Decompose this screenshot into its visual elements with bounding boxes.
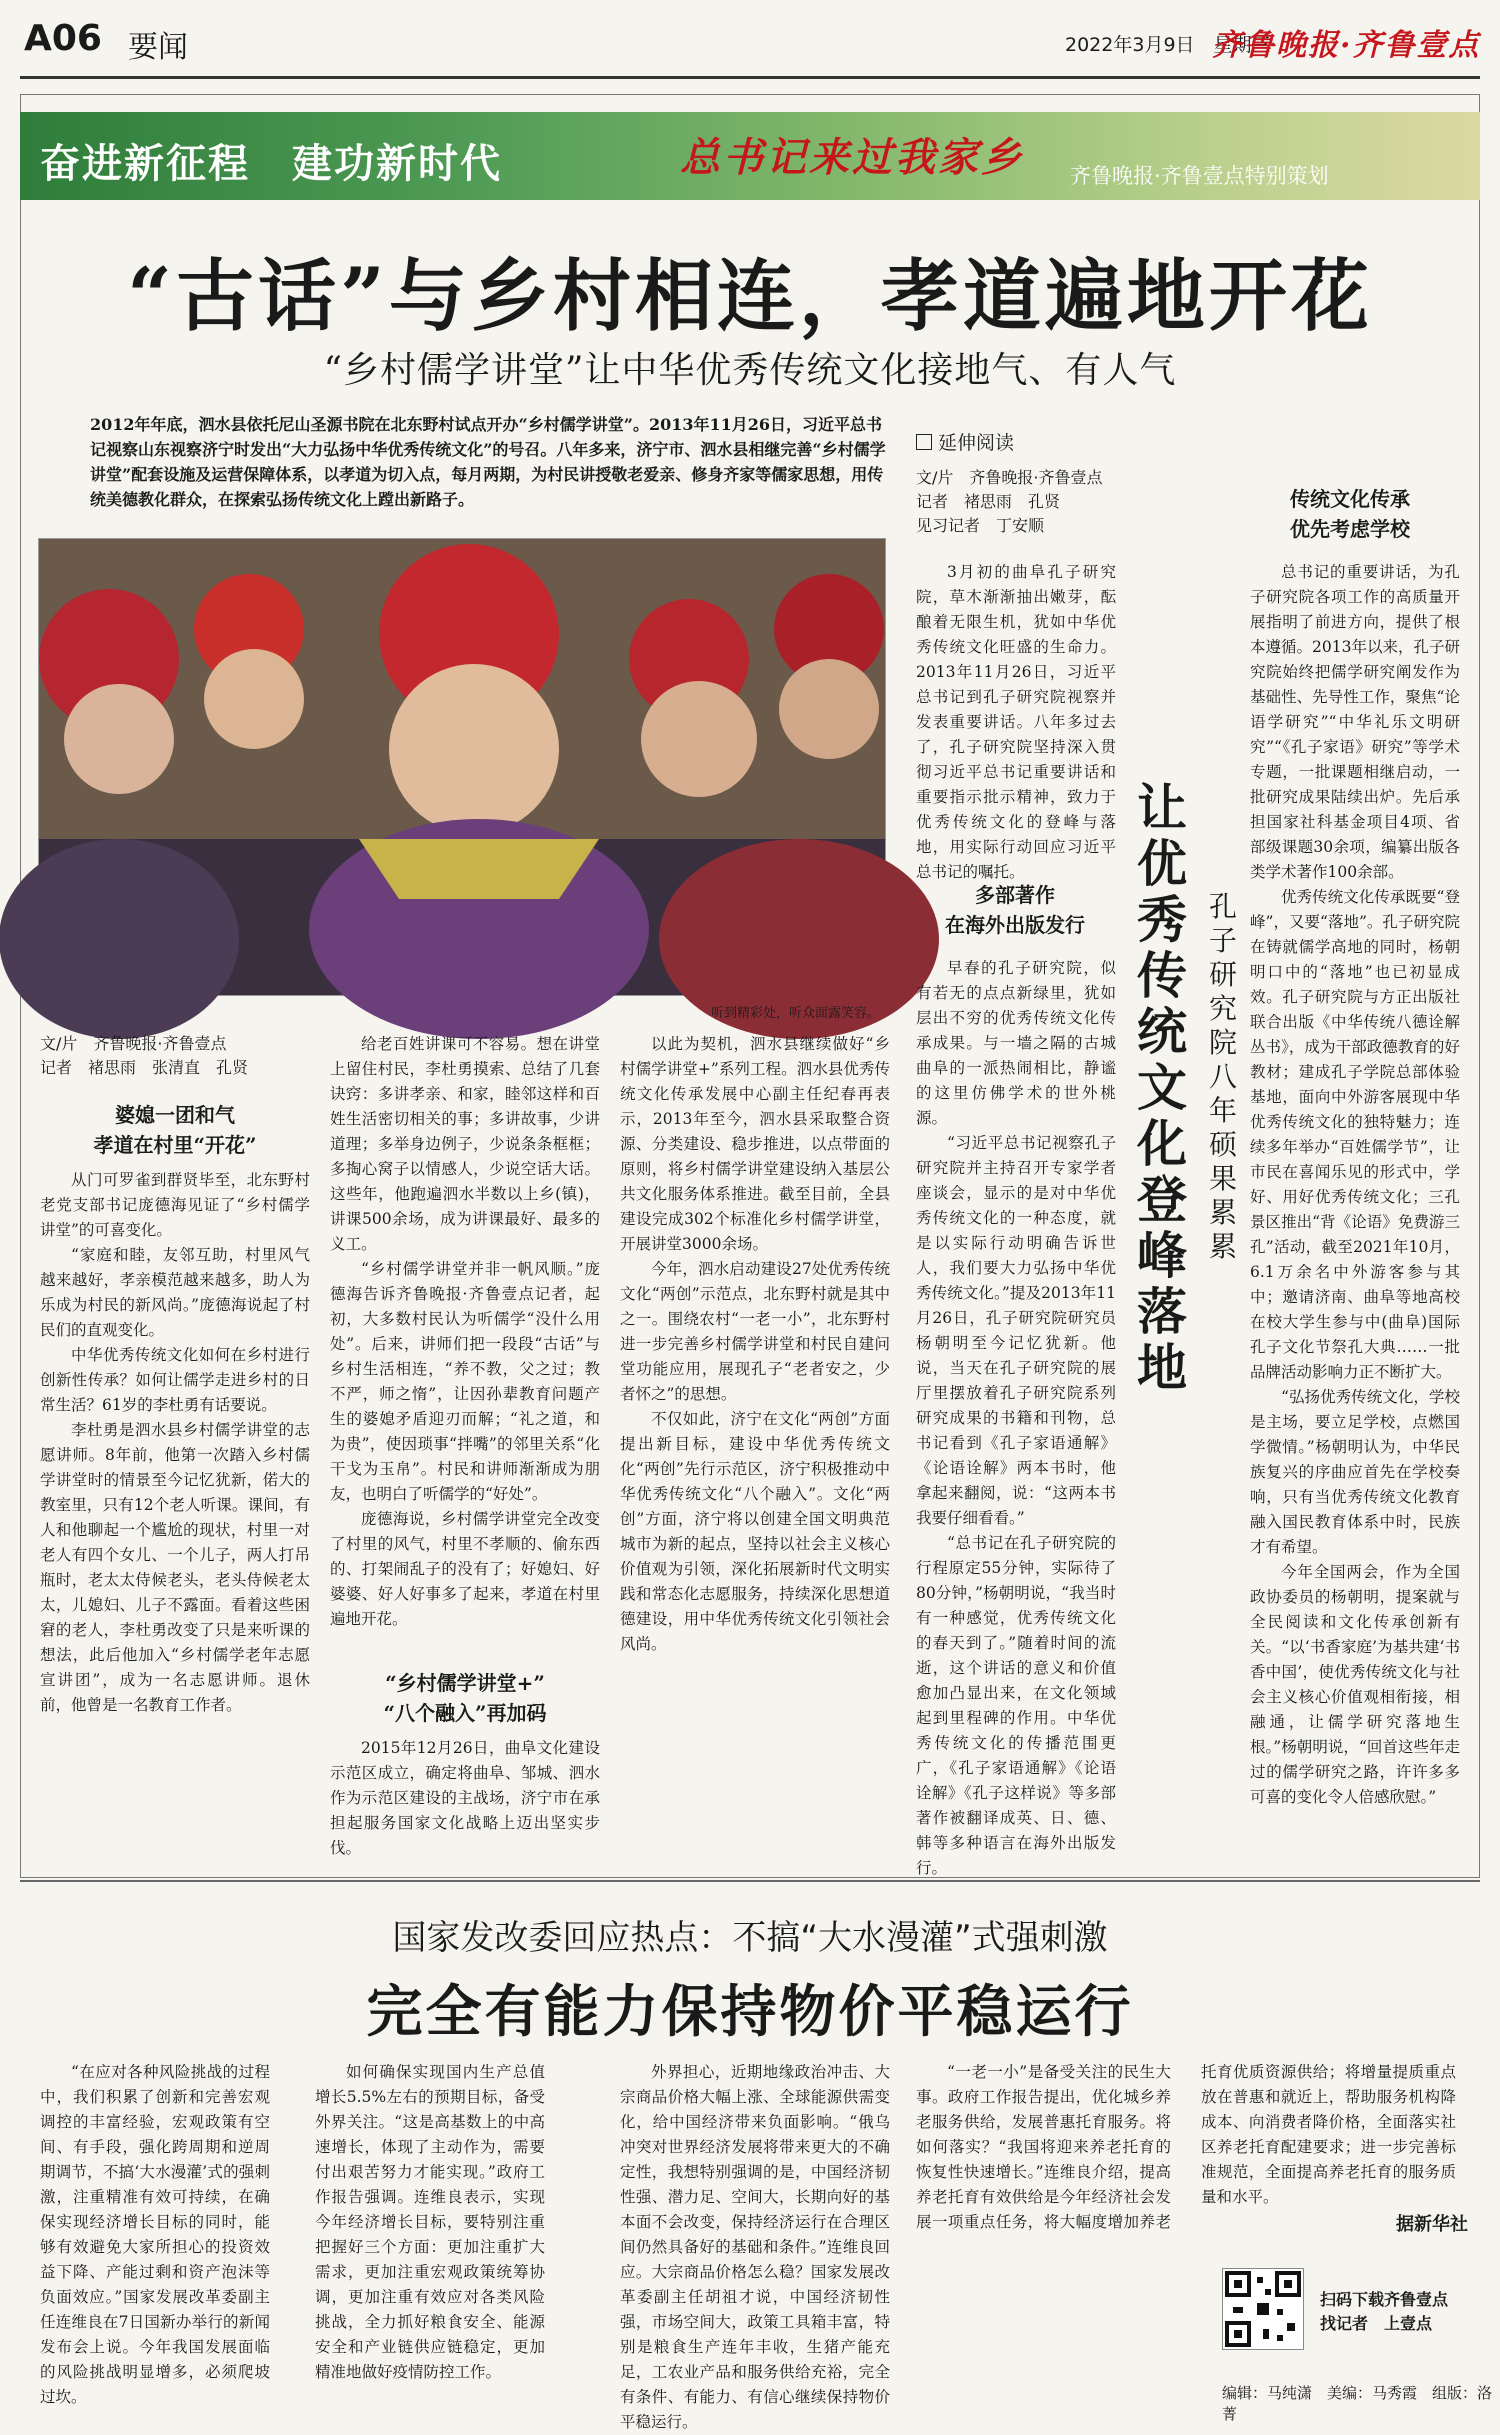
paragraph: 中华优秀传统文化如何在乡村进行创新性传承？如何让儒学走进乡村的日常生活？61岁的李杜勇有话要说。 xyxy=(40,1346,310,1414)
article-column-2 xyxy=(330,1032,600,1662)
banner-credit: 齐鲁晚报·齐鲁壹点特别策划 xyxy=(1070,164,1329,188)
paragraph: “在应对各种风险挑战的过程中，我们积累了创新和完善宏观调控的丰富经验，宏观政策有空间、有手段，强化跨周期和逆周期调节，不搞‘大水漫灌’式的强刺激，注重精准有效可持续，在确保实现经济增长目标的同时，能够有效避免大家所担心的投资效益下降、产能过剩和资产泡沫等负面效应。”国家发展改革委副主任连维良在7日国新办举行的新闻发布会上说。今年我国发展面临的风险挑战明显增多，必须爬坡过坎。 xyxy=(40,2063,270,2406)
sidebar-vertical-subheadline: 孔子研究院八年硕果累累 xyxy=(1208,890,1237,1263)
photo-caption: 听到精彩处，听众面露笑容。 xyxy=(710,1006,880,1021)
article-column-2-tail xyxy=(330,1736,600,1856)
paragraph: “家庭和睦，友邻互助，村里风气越来越好，孝亲模范越来越多，助人为乐成为村民的新风尚。”庞德海说起了村民们的直观变化。 xyxy=(40,1246,310,1339)
extended-reading-tag xyxy=(916,428,1014,455)
sub-headline: “乡村儒学讲堂”让中华优秀传统文化接地气、有人气 xyxy=(323,350,1177,391)
qr-caption-line: 找记者 上壹点 xyxy=(1320,2314,1433,2333)
paragraph: “弘扬优秀传统文化，学校是主场，要立足学校，点燃国学微情。”杨朝明认为，中华民族复兴的序曲应首先在学校奏响，只有当优秀传统文化教育融入国民教育体系中时，民族才有希望。 xyxy=(1250,1388,1460,1556)
sidebar-byline xyxy=(916,466,1146,538)
paragraph: 李杜勇是泗水县乡村儒学讲堂的志愿讲师。8年前，他第一次踏入乡村儒学讲堂时的情景至今记忆犹新，偌大的教室里，只有12个老人听课。课间，有人和他聊起一个尴尬的现状，村里一对老人有四个女儿、一个儿子，两人打吊瓶时，老太太侍候老头，老头侍候老太太，儿媳妇、儿子不露面。看着这些困窘的老人，李杜勇改变了只是来听课的想法，此后他加入“乡村儒学老年志愿宣讲团”，成为一名志愿讲师。退休前，他曾是一名教育工作者。 xyxy=(40,1421,310,1714)
sidebar-column-b xyxy=(1250,560,1460,1856)
paragraph: 不仅如此，济宁在文化“两创”方面提出新目标，建设中华优秀传统文化“两创”先行示范区，济宁积极推动中华优秀传统文化“八个融入”。文化“两创”方面，济宁将以创建全国文明典范城市为新的起点，坚持以社会主义核心价值观为引领，深化拓展新时代文明实践和常态化志愿服务，持续深化思想道德建设，用中华优秀传统文化引领社会风尚。 xyxy=(620,1410,890,1653)
news-source: 据新华社 xyxy=(1396,2214,1468,2235)
subtitle-line: “乡村儒学讲堂+” xyxy=(385,1671,545,1695)
byline-line: 记者 褚思雨 孔贤 xyxy=(916,492,1061,511)
subtitle-line: 传统文化传承 xyxy=(1290,487,1410,511)
paragraph: “一老一小”是备受关注的民生大事。政府工作报告提出，优化城乡养老服务供给，发展普惠托育服务。将如何落实？“我国将迎来养老托育的恢复性快速增长。”连维良介绍，提高养老托育有效供给是今年经济社会发展一项重点任务，将大幅度增加养老托育优质资源供给；将增量提质重点放在普惠和就近上，帮助服务机构降成本、向消费者降价格，全面落实社区养老托育配建要求；进一步完善标准规范，全面提高养老托育的服务质量和水平。 xyxy=(916,2063,1456,2231)
paragraph: 以此为契机，泗水县继续做好“乡村儒学讲堂+”系列工程。泗水县优秀传统文化传承发展中心副主任纪春再表示，2013年至今，泗水县采取整合资源、分类建设、稳步推进，以点带面的原则，将乡村儒学讲堂建设纳入基层公共文化服务体系推进。截至目前，全县建设完成302个标准化乡村儒学讲堂，开展讲堂3000余场。 xyxy=(620,1035,890,1253)
issue-date: 2022年3月9日 星期三 xyxy=(1065,34,1271,56)
lead-paragraph: 2012年年底，泗水县依托尼山圣源书院在北东野村试点开办“乡村儒学讲堂”。2013年11月26日，习近平总书记视察山东视察济宁时发出“大力弘扬中华优秀传统文化”的号召。八年多来，济宁市、泗水县相继完善“乡村儒学讲堂”配套设施及运营保障体系，以孝道为切入点，每月两期，为村民讲授敬老爱亲、修身齐家等儒家思想，用传统美德教化群众，在探索弘扬传统文化上蹚出新路子。 xyxy=(90,415,886,509)
subtitle-line: “八个融入”再加码 xyxy=(383,1701,547,1725)
article2-column-3 xyxy=(620,2060,890,2431)
qr-code[interactable] xyxy=(1222,2268,1304,2350)
paragraph: “总书记在孔子研究院的行程原定55分钟，实际待了80分钟，”杨朝明说，“我当时有一种感觉，优秀传统文化的春天到了。”随着时间的流逝，这个讲话的意义和价值愈加凸显出来，在文化领域起到里程碑的作用。中华优秀传统文化的传播范围更广，《孔子家语通解》《论语诠解》《孔子这样说》等多部著作被翻译成英、日、德、韩等多种语言在海外出版发行。 xyxy=(916,1534,1116,1877)
article2-kicker: 国家发改委回应热点：不搞“大水漫灌”式强刺激 xyxy=(392,1918,1108,1958)
byline-line: 记者 褚思雨 张清直 孔贤 xyxy=(40,1058,249,1077)
qr-caption xyxy=(1320,2288,1448,2336)
tag-label: 延伸阅读 xyxy=(938,432,1015,454)
paragraph: 给老百姓讲课可不容易。想在讲堂上留住村民，李杜勇摸索、总结了几套诀窍：多讲孝亲、和家，睦邻这样和百姓生活密切相关的事；多讲故事，少讲道理；多举身边例子，少说条条框框；多掏心窝子以情感人，少说空话大话。这些年，他跑遍泗水半数以上乡(镇)，讲课500余场，成为讲课最好、最多的义工。 xyxy=(330,1035,600,1253)
article2-column-2 xyxy=(315,2060,545,2400)
sidebar-vertical-headline: 让优秀传统文化登峰落地 xyxy=(1137,778,1187,1397)
paragraph: 外界担心，近期地缘政治冲击、大宗商品价格大幅上涨、全球能源供需变化，给中国经济带来负面影响。“俄乌冲突对世界经济发展将带来更大的不确定性，我想特别强调的是，中国经济韧性强、潜力足、空间大，长期向好的基本面不会改变，保持经济运行在合理区间仍然具备好的基础和条件。”连维良回应。大宗商品价格怎么稳？国家发展改革委副主任胡祖才说，中国经济韧性强，市场空间大，政策工具箱丰富，特别是粮食生产连年丰收，生猪产能充足，工农业产品和服务供给充裕，完全有条件、有能力、有信心继续保持物价平稳运行。 xyxy=(620,2063,890,2431)
banner-title: 总书记来过我家乡 xyxy=(680,134,1024,181)
paragraph: 如何确保实现国内生产总值增长5.5%左右的预期目标，备受外界关注。“这是高基数上的中高速增长，体现了主动作为，需要付出艰苦努力才能实现。”政府工作报告强调。连维良表示，实现今年经济增长目标，要特别注重把握好三个方面：更加注重扩大需求，更加注重宏观政策统筹协调，更加注重有效应对各类风险挑战，全力抓好粮食安全、能源安全和产业链供应链稳定，更加精准地做好疫情防控工作。 xyxy=(315,2063,545,2381)
news-photo xyxy=(38,538,886,996)
article2-column-4 xyxy=(916,2060,1456,2260)
byline-line: 见习记者 丁安顺 xyxy=(916,516,1045,535)
byline-line: 文/片 齐鲁晚报·齐鲁壹点 xyxy=(40,1034,227,1053)
subtitle-line: 孝道在村里“开花” xyxy=(93,1133,257,1157)
article2-headline: 完全有能力保持物价平稳运行 xyxy=(366,1979,1134,2045)
qr-code-icon xyxy=(1223,2269,1303,2349)
sidebar-subtitle xyxy=(900,880,1130,940)
paragraph: 今年，泗水启动建设27处优秀传统文化“两创”示范点，北东野村就是其中之一。围绕农村“一老一小”，北东野村进一步完善乡村儒学讲堂和村民自建问堂功能应用，展现孔子“老者安之，少者怀之”的思想。 xyxy=(620,1260,890,1403)
masthead-rule xyxy=(20,76,1480,79)
paragraph: 2015年12月26日，曲阜文化建设示范区成立，确定将曲阜、邹城、泗水作为示范区建设的主战场，济宁市在承担起服务国家文化战略上迈出坚实步伐。 xyxy=(330,1739,600,1857)
section-name: 要闻 xyxy=(128,30,188,65)
paragraph: 从门可罗雀到群贤毕至，北东野村老党支部书记庞德海见证了“乡村儒学讲堂”的可喜变化。 xyxy=(40,1171,310,1239)
subtitle-line: 婆媳一团和气 xyxy=(115,1103,235,1127)
sidebar-column-a xyxy=(916,560,1116,881)
section-subtitle xyxy=(40,1100,310,1160)
paragraph: 总书记的重要讲话，为孔子研究院各项工作的高质量开展指明了前进方向，提供了根本遵循。2013年以来，孔子研究院始终把儒学研究阐发作为基础性、先导性工作，聚焦“论语学研究”“中华礼乐文明研究”“《孔子家语》研究”等学术专题，一批课题相继启动，一批研究成果陆续出炉。先后承担国家社科基金项目4项、省部级课题30余项，编纂出版各类学术著作100余部。 xyxy=(1250,563,1460,881)
sidebar-subtitle xyxy=(1250,484,1450,544)
section-subtitle xyxy=(330,1668,600,1728)
article2-column-1 xyxy=(40,2060,270,2406)
paragraph: “乡村儒学讲堂并非一帆风顺。”庞德海告诉齐鲁晚报·齐鲁壹点记者，起初，大多数村民认为听儒学“没什么用处”。后来，讲师们把一段段“古话”与乡村生活相连，“养不教，父之过；教不严，师之惰”，让因孙辈教育问题产生的婆媳矛盾迎刃而解；“礼之道，和为贵”，使因琐事“拌嘴”的邻里关系“化干戈为玉帛”。村民和讲师渐渐成为朋友，也明白了听儒学的“好处”。 xyxy=(330,1260,600,1503)
article-byline xyxy=(40,1032,300,1080)
paragraph: 早春的孔子研究院，似有若无的点点新绿里，犹如层出不穷的优秀传统文化传承成果。与一墙之隔的古城曲阜的一派热闹相比，静谧的这里仿佛学术的世外桃源。 xyxy=(916,959,1116,1127)
subtitle-line: 优先考虑学校 xyxy=(1290,517,1410,541)
byline-line: 文/片 齐鲁晚报·齐鲁壹点 xyxy=(916,468,1103,487)
subtitle-line: 在海外出版发行 xyxy=(945,913,1085,937)
subtitle-line: 多部著作 xyxy=(975,883,1055,907)
paper-logo: 齐鲁晚报·齐鲁壹点 xyxy=(1212,28,1481,63)
article-column-3 xyxy=(620,1032,890,1858)
banner-slogan: 奋进新征程 建功新时代 xyxy=(40,141,502,187)
paragraph: 优秀传统文化传承既要“登峰”，又要“落地”。孔子研究院在铸就儒学高地的同时，杨朝明口中的“落地”也已初显成效。孔子研究院与方正出版社联合出版《中华传统八德诠解丛书》，成为干部政德教育的好教材；建成孔子学院总部体验基地，面向中外游客展现中华优秀传统文化的独特魅力；连续多年举办“百姓儒学节”，让市民在喜闻乐见的形式中，学好、用好优秀传统文化；三孔景区推出“背《论语》免费游三孔”活动，截至2021年10月，6.1万余名中外游客参与其中；邀请济南、曲阜等地高校在校大学生参与中(曲阜)国际孔子文化节祭孔大典……一批品牌活动影响力正不断扩大。 xyxy=(1250,888,1460,1381)
paragraph: “习近平总书记视察孔子研究院并主持召开专家学者座谈会，显示的是对中华优秀传统文化的一种态度，就是以实际行动明确告诉世人，我们要大力弘扬中华优秀传统文化。”提及2013年11月26日，孔子研究院研究员杨朝明至今记忆犹新。他说，当天在孔子研究院的展厅里摆放着孔子研究院系列研究成果的书籍和刊物，总书记看到《孔子家语通解》《论语诠解》两本书时，他拿起来翻阅，说：“这两本书我要仔细看看。” xyxy=(916,1134,1116,1527)
photo-illustration xyxy=(39,539,885,995)
editor-credits: 编辑：马纯潇 美编：马秀霞 组版：洛菁 xyxy=(1222,2384,1493,2423)
qr-caption-line: 扫码下载齐鲁壹点 xyxy=(1320,2290,1449,2309)
page-number: A06 xyxy=(24,18,102,59)
sidebar-column-a2 xyxy=(916,956,1116,1877)
square-icon xyxy=(916,434,932,450)
article-divider xyxy=(20,1880,1480,1882)
paragraph: 3月初的曲阜孔子研究院，草木渐渐抽出嫩芽，酝酿着无限生机，犹如中华优秀传统文化旺盛的生命力。2013年11月26日，习近平总书记到孔子研究院视察并发表重要讲话。八年多过去了，孔子研究院坚持深入贯彻习近平总书记重要讲话和重要指示批示精神，致力于优秀传统文化的登峰与落地，用实际行动回应习近平总书记的嘱托。 xyxy=(916,563,1116,881)
main-headline: “古话”与乡村相连，孝道遍地开花 xyxy=(127,251,1373,342)
paragraph: 今年全国两会，作为全国政协委员的杨朝明，提案就与全民阅读和文化传承创新有关。“以‘书香家庭’为基共建‘书香中国’，使优秀传统文化与社会主义核心价值观相衔接，相融通，让儒学研究落地生根。”杨朝明说，“回首这些年走过的儒学研究之路，许许多多可喜的变化令人倍感欣慰。” xyxy=(1250,1563,1460,1806)
article-column-1 xyxy=(40,1168,310,1858)
paragraph: 庞德海说，乡村儒学讲堂完全改变了村里的风气，村里不孝顺的、偷东西的、打架闹乱子的没有了；好媳妇、好婆婆、好人好事多了起来，孝道在村里遍地开花。 xyxy=(330,1510,600,1628)
